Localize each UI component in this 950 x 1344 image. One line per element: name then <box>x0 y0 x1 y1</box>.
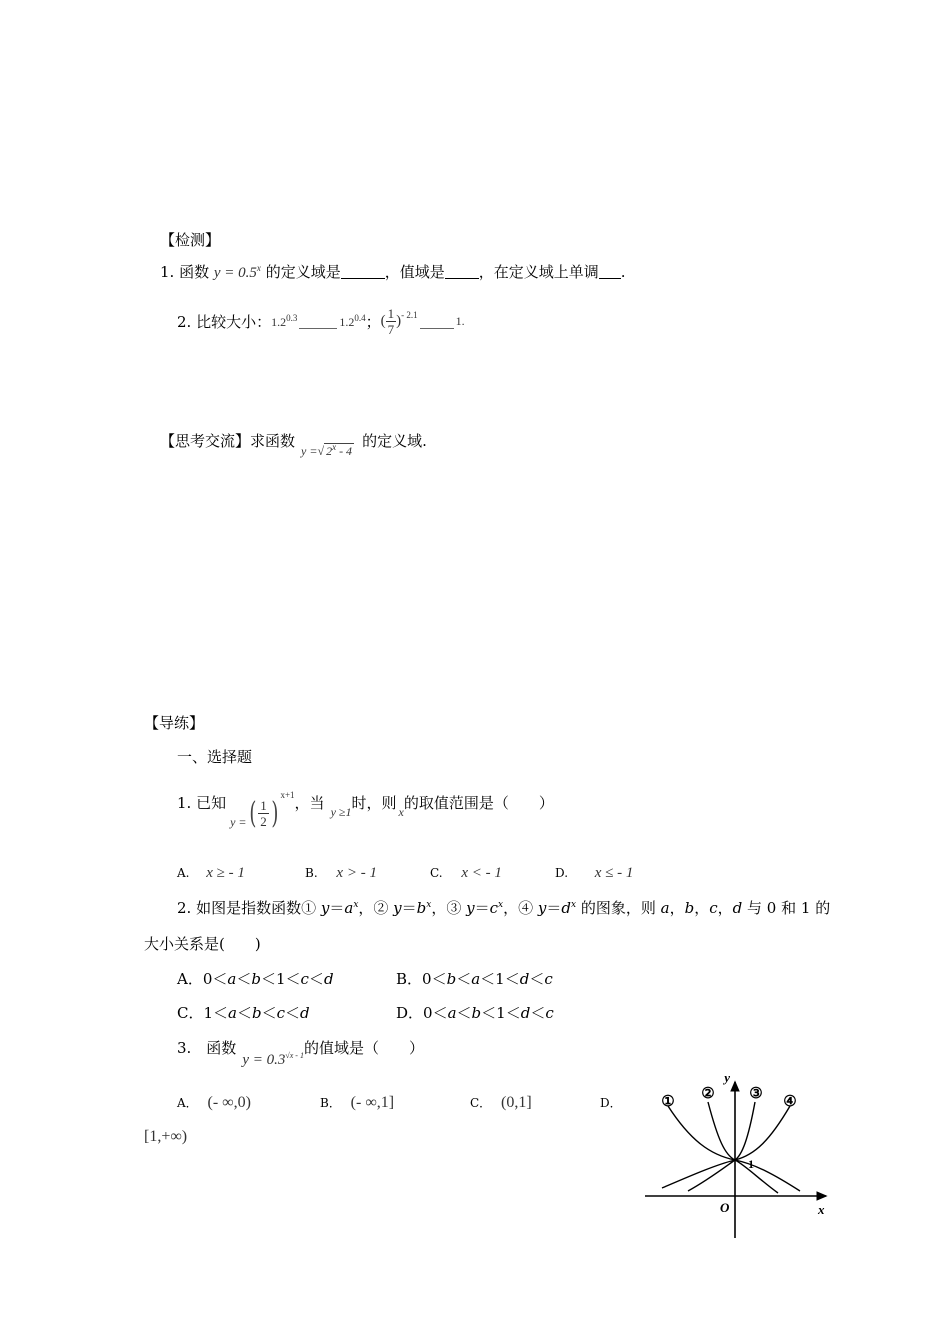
sikao-text-b: 的定义域. <box>362 432 427 450</box>
option-value: x > - 1 <box>336 865 377 881</box>
dq1-text-a: ，当 <box>294 793 325 812</box>
option-value: (0,1] <box>501 1094 532 1111</box>
q2-term2: $1.2^{0.4}$ <box>339 312 366 329</box>
sikao-text-a: 求函数 <box>250 432 296 450</box>
q2-rhs: 1. <box>455 313 465 328</box>
option-label: D. <box>555 866 569 880</box>
dq1-var: x <box>398 804 404 819</box>
answer-blank-range[interactable] <box>445 264 479 279</box>
dq1-option-a[interactable] <box>177 863 245 882</box>
dq1-paren-left: ( <box>248 795 256 831</box>
q2-term3: ( $\frac{1}{7}$ ) $^{- 2.1}$ <box>380 305 418 337</box>
jiance-q1 <box>160 261 626 282</box>
q2-separator: ； <box>365 312 381 331</box>
q2-prefix: 2. 比较大小： <box>177 312 272 331</box>
dq3-prefix: 3. 函数 <box>177 1039 237 1057</box>
answer-blank-domain[interactable] <box>341 264 385 279</box>
dq2-line2: 大小关系是( ) <box>144 935 261 953</box>
section-heading-jiance: 【检测】 <box>160 231 221 249</box>
dq3-option-a[interactable] <box>177 1094 251 1112</box>
dq2-option-a[interactable]: A．0＜a＜b＜1＜c＜d <box>177 970 334 988</box>
option-value: (- ∞,1] <box>350 1094 395 1111</box>
section-title-choice: 一、选择题 <box>177 748 253 766</box>
dq2-option-b[interactable]: B．0＜b＜a＜1＜d＜c <box>396 970 553 988</box>
dq1-option-d[interactable] <box>555 863 633 882</box>
q1-text-a: 的定义域是 <box>265 263 341 281</box>
section-heading-sikao: 【思考交流】 <box>160 432 251 450</box>
answer-blank-monotonic[interactable] <box>599 264 621 279</box>
option-value: x ≥ - 1 <box>206 865 245 881</box>
dq3-option-b[interactable] <box>320 1094 394 1112</box>
dq1-condition: y ≥1 <box>330 804 352 819</box>
curve-label-2: ② <box>701 1086 715 1102</box>
dq2-line1: 2. 如图是指数函数① $y=a^x$，② $y=b^x$，③ $y=c^x$，④ $y=d^x$ 的图象，则 a，b，c，d 与 0 和 1 的 <box>177 899 831 917</box>
dq3-text: 的值域是（ ） <box>303 1039 424 1057</box>
section-heading-daolian: 【导练】 <box>144 714 205 732</box>
q1-end: . <box>620 263 626 281</box>
dq1-text-b: 时，则 <box>351 793 397 812</box>
q1-text-b: ，值域是 <box>384 263 445 281</box>
option-value: (- ∞,0) <box>207 1094 251 1111</box>
dq2-option-c[interactable]: C．1＜a＜b＜c＜d <box>177 1004 310 1022</box>
dq3-option-c[interactable] <box>470 1094 532 1112</box>
dq1-paren-right: ) <box>271 795 279 831</box>
intercept-label: 1 <box>748 1157 754 1171</box>
dq2-option-d[interactable]: D．0＜a＜b＜1＜d＜c <box>396 1004 554 1022</box>
dq1-fraction: $\frac{1}{2}$ <box>260 797 267 829</box>
daolian-q1 <box>177 788 554 838</box>
curve-label-1: ① <box>661 1094 675 1110</box>
answer-blank-compare-2[interactable] <box>420 314 454 329</box>
option-label: A． <box>177 1096 198 1110</box>
option-value: x < - 1 <box>461 865 502 881</box>
curve-1 <box>668 1106 800 1191</box>
curve-label-3: ③ <box>749 1086 763 1102</box>
daolian-q3 <box>177 1037 424 1071</box>
option-label: C． <box>470 1096 492 1110</box>
option-label: C. <box>430 866 443 880</box>
dq1-lhs: y = <box>230 814 247 829</box>
x-axis-label: x <box>818 1202 825 1217</box>
dq1-text-c: 的取值范围是（ ） <box>403 793 554 812</box>
sikao-line <box>160 422 427 459</box>
option-label: B. <box>305 866 318 880</box>
curve-label-4: ④ <box>783 1094 797 1110</box>
curve-4 <box>662 1106 790 1188</box>
q1-func: $y = 0.5^x$ <box>213 263 261 281</box>
dq3-option-d-label[interactable]: D． <box>600 1096 622 1110</box>
dq1-exp: x+1 <box>280 790 295 800</box>
q1-text-c: ，在定义域上单调 <box>478 263 599 281</box>
y-axis-label: y <box>724 1070 730 1085</box>
exponential-graph-figure <box>640 1070 840 1245</box>
q2-term1: $1.2^{0.3}$ <box>271 312 298 329</box>
origin-label: O <box>720 1200 730 1215</box>
option-label: A. <box>177 866 190 880</box>
dq3-option-d-value[interactable]: [1,+∞) <box>144 1128 188 1145</box>
dq1-prefix: 1. 已知 <box>177 793 227 812</box>
option-label: B． <box>320 1096 341 1110</box>
curve-3 <box>688 1102 755 1191</box>
dq3-func: $y = 0.3^{√x - 1}$ <box>242 1051 304 1068</box>
jiance-q2 <box>177 303 465 339</box>
dq1-option-b[interactable] <box>305 863 377 882</box>
answer-blank-compare-1[interactable] <box>299 314 337 329</box>
q1-prefix: 1. 函数 <box>160 263 210 281</box>
sikao-func: y =√ 2$^x$ - 4 <box>301 442 353 458</box>
option-value: x ≤ - 1 <box>594 865 634 881</box>
dq1-option-c[interactable] <box>430 863 502 882</box>
